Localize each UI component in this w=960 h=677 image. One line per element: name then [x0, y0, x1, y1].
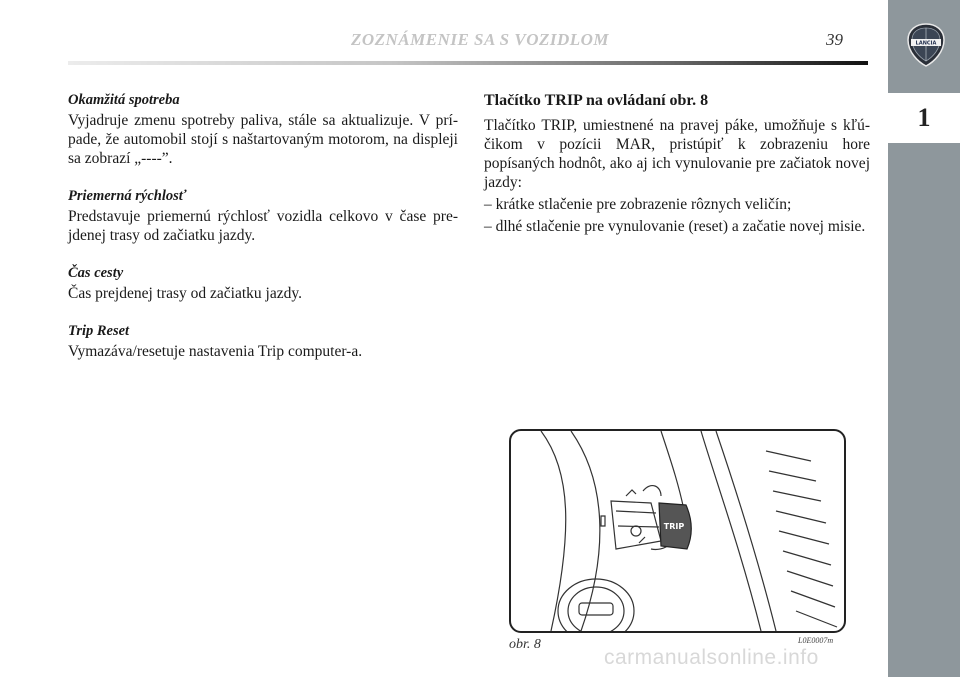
section-text: Čas prejdenej trasy od začiatku jazdy.	[68, 285, 302, 302]
logo-text: LANCIA	[915, 40, 937, 47]
section-title: Čas cesty	[68, 265, 124, 281]
section-trip-time	[68, 265, 458, 303]
header-rule	[68, 61, 868, 65]
section-average-speed	[68, 188, 458, 245]
section-title: Trip Reset	[68, 323, 130, 339]
section-title: Priemerná rýchlosť	[68, 188, 187, 204]
section-trip-reset	[68, 323, 458, 361]
figure-illustration	[509, 429, 846, 633]
list-item: – krátke stlačenie pre zobrazenie rôznych veličín;	[484, 196, 792, 213]
chapter-tab[interactable]: 1	[888, 93, 960, 143]
section-text: Vyjadruje zmenu spotreby paliva, stále sa aktualizuje. V prí-pade, že automobil stojí s naštartovaným motorom, na displeji sa zobrazí „----”.	[68, 112, 458, 167]
section-title: Okamžitá spotreba	[68, 92, 180, 108]
trip-button-paragraph: Tlačítko TRIP, umiestnené na pravej páke, umožňuje s kľú-čikom v pozícii MAR, pristúpiť k zobrazeniu hore popísaných hodnôt, ako aj ich vynulovanie pre začiatok novej jazdy:	[484, 117, 870, 191]
section-text: Vymazáva/resetuje nastavenia Trip computer-a.	[68, 343, 363, 360]
stalk-illustration	[511, 431, 844, 631]
right-column	[484, 92, 870, 239]
left-column	[68, 92, 458, 381]
figure-code: L0E0007m	[798, 636, 834, 645]
trip-button-label: TRIP	[663, 522, 685, 531]
section-text: Predstavuje priemernú rýchlosť vozidla celkovo v čase pre-jdenej trasy od začiatku jazdy.	[68, 208, 458, 244]
page-number: 39	[826, 30, 843, 49]
list-item: – dlhé stlačenie pre vynulovanie (reset) a začatie novej misie.	[484, 218, 866, 235]
trip-button-heading: Tlačítko TRIP na ovládaní obr. 8	[484, 92, 709, 109]
watermark: carmanualsonline.info	[604, 646, 819, 669]
header-title: ZOZNÁMENIE SA S VOZIDLOM	[350, 30, 610, 49]
section-instant-consumption	[68, 92, 458, 168]
lancia-shield-icon	[906, 22, 946, 68]
figure-caption: obr. 8	[509, 637, 541, 652]
